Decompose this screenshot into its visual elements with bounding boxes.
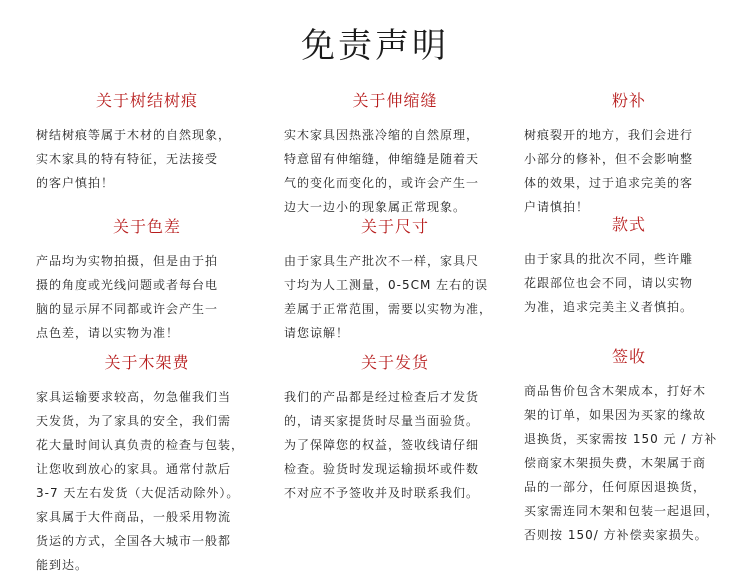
section-title: 关于树结树痕 [95,91,198,110]
text-line: 树痕裂开的地方，我们会进行 [524,128,694,142]
text-line: 3-7 天左右发货（大促活动除外）。 [36,486,240,500]
text-line: 花跟部位也会不同，请以实物 [524,276,694,290]
text-line: 我们的产品都是经过检查后才发货 [284,390,480,404]
text-line: 品的一部分，任何原因退换货， [524,480,707,494]
text-line: 摄的角度或光线问题或者每台电 [36,278,219,292]
text-line: 由于家具的批次不同，些许雕 [524,252,694,266]
section-body [524,247,734,319]
section-shipping [284,350,506,505]
section-body [36,123,258,195]
text-line: 产品均为实物拍摄，但是由于拍 [36,254,219,268]
text-line: 花大量时间认真负责的检查与包装， [36,438,245,452]
text-line: 边大一边小的现象属正常现象。 [284,200,467,214]
section-style [524,212,734,319]
text-line: 实木家具因热涨冷缩的自然原理， [284,128,480,142]
text-line: 差属于正常范围，需要以实物为准， [284,302,493,316]
text-line: 家具属于大件商品，一般采用物流 [36,510,232,524]
text-line: 能到达。 [36,558,89,572]
page-title: 免责声明 [301,26,449,66]
section-tree-knots [36,88,258,195]
section-body [36,249,258,345]
text-line: 体的效果，过于追求完美的客 [524,176,694,190]
text-line: 否则按 150/ 方补偿卖家损失。 [524,528,708,542]
section-dimensions [284,214,506,345]
text-line: 寸均为人工测量，0-5CM 左右的误 [284,278,489,292]
text-line: 让您收到放心的家具。通常付款后 [36,462,232,476]
text-line: 的，请买家提货时尽量当面验货。 [284,414,480,428]
text-line: 的客户慎拍！ [36,176,115,190]
section-title: 关于发货 [360,353,429,372]
section-title: 款式 [611,215,646,234]
section-body [36,385,258,577]
text-line: 家具运输要求较高，勿急催我们当 [36,390,232,404]
text-line: 特意留有伸缩缝，伸缩缝是随着天 [284,152,480,166]
text-line: 买家需连同木架和包装一起退回， [524,504,720,518]
section-body [284,249,506,345]
text-line: 为准，追求完美主义者慎拍。 [524,300,694,314]
section-body [284,123,506,219]
text-line: 退换货，买家需按 150 元 / 方补 [524,432,718,446]
section-title: 关于木架费 [104,353,190,372]
section-title: 关于色差 [112,217,181,236]
text-line: 请您谅解！ [284,326,350,340]
text-line: 气的变化而变化的，或许会产生一 [284,176,480,190]
section-title: 粉补 [611,91,646,110]
text-line: 不对应不予签收并及时联系我们。 [284,486,480,500]
section-color-difference [36,214,258,345]
text-line: 架的订单，如果因为买家的缘故 [524,408,707,422]
section-title: 签收 [611,347,646,366]
section-body [524,123,734,219]
text-line: 检查。验货时发现运输损坏或件数 [284,462,480,476]
text-line: 天发货，为了家具的安全，我们需 [36,414,232,428]
text-line: 由于家具生产批次不一样，家具尺 [284,254,480,268]
section-sign-for-receipt [524,344,734,547]
text-line: 偿商家木架损失费，木架属于商 [524,456,707,470]
section-filling-repair [524,88,734,219]
text-line: 户请慎拍！ [524,200,590,214]
section-expansion-joints [284,88,506,219]
text-line: 小部分的修补，但不会影响整 [524,152,694,166]
text-line: 货运的方式，全国各大城市一般都 [36,534,232,548]
text-line: 商品售价包含木架成本，打好木 [524,384,707,398]
text-line: 点色差，请以实物为准！ [36,326,180,340]
text-line: 实木家具的特有特征，无法接受 [36,152,219,166]
section-body [284,385,506,505]
text-line: 为了保障您的权益，签收线请仔细 [284,438,480,452]
section-wooden-crate-fee [36,350,258,577]
text-line: 脑的显示屏不同都或许会产生一 [36,302,219,316]
section-body [524,379,734,547]
text-line: 树结树痕等属于木材的自然现象， [36,128,232,142]
section-title: 关于尺寸 [360,217,429,236]
section-title: 关于伸缩缝 [352,91,438,110]
